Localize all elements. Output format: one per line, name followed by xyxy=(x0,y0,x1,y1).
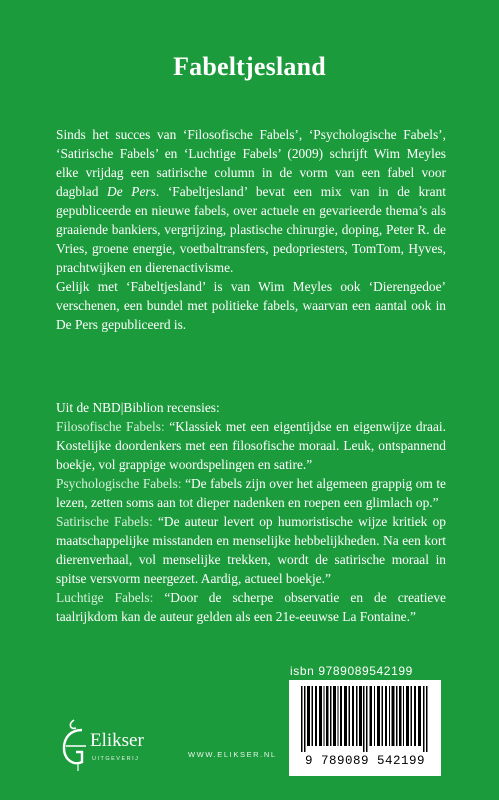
barcode-bars xyxy=(299,686,431,752)
publisher-name: Elikser xyxy=(90,730,144,751)
publisher-emblem-icon xyxy=(60,716,94,772)
isbn-label: isbn 9789089542199 xyxy=(290,664,413,678)
review-separator: : xyxy=(177,476,182,491)
publisher-website: WWW.ELIKSER.NL xyxy=(188,750,277,759)
blurb-text-a: Sinds het succes van ‘Filosofische Fabels’, ‘Psychologische Fabels’, ‘Satirische Fabels’ en ‘Luchtige Fabels’ (2009) schrijft Wim Meyles elke vrijdag een satirische column in de vorm van een fabel voor dagblad xyxy=(56,127,446,199)
newspaper-name: De Pers xyxy=(107,184,156,199)
book-title: Fabeltjesland xyxy=(173,52,326,81)
publisher-subtitle: UITGEVERIJ xyxy=(92,756,140,762)
review-title: Psychologische Fabels xyxy=(56,476,178,491)
review-item xyxy=(56,512,446,588)
barcode xyxy=(289,680,441,776)
review-item xyxy=(56,417,446,474)
reviews-section xyxy=(56,398,446,626)
review-item xyxy=(56,588,446,626)
review-title: Luchtige Fabels xyxy=(56,590,150,605)
review-quote: “De fabels zijn over het algemeen grappig om te lezen, zetten soms aan tot dieper nadenken en roepen een glimlach op.” xyxy=(56,476,447,510)
blurb-text-b: . ‘Fabeltjesland’ bevat een mix van in de krant gepubliceerde en nieuwe fabels, over actuele en gevarieerde thema’s als graaiende bankiers, vergrijzing, plastische chirurgie, doping, Peter R. de Vries, groene energie, voetbaltransfers, pedopriesters, TomTom, Hyves, prachtwijken en dierenactivisme. xyxy=(56,184,446,275)
review-quote: “De auteur levert op humoristische wijze kritiek op maatschappelijke misstanden en menselijke hebbelijkheden. Na een kort dierenverhaal, vol menselijke trekken, wordt de satirische moraal in spitse versvorm neergezet. Aardig, actueel boekje.” xyxy=(56,514,446,586)
review-quote: “Klassiek met een eigentijdse en eigenwijze draai. Kostelijke doordenkers met een filosofische moraal. Leuk, ontspannend boekje, vol grappige woordspelingen en satire.” xyxy=(56,419,446,472)
review-title: Satirische Fabels xyxy=(56,514,150,529)
review-separator: : xyxy=(149,590,154,605)
blurb xyxy=(56,125,446,334)
blurb-paragraph-1 xyxy=(56,125,446,277)
review-title: Filosofische Fabels xyxy=(56,419,161,434)
review-separator: : xyxy=(149,514,153,529)
reviews-header: Uit de NBD|Biblion recensies: xyxy=(56,400,220,415)
blurb-paragraph-2: Gelijk met ‘Fabeltjesland’ is van Wim Meyles ook ‘Dierengedoe’ verschenen, een bundel met politieke fabels, waarvan een aantal ook in De Pers gepubliceerd is. xyxy=(56,279,446,332)
review-item xyxy=(56,474,446,512)
barcode-digits: 9 789089 542199 xyxy=(304,754,426,768)
review-quote: “Door de scherpe observatie en de creatieve taalrijkdom kan de auteur gelden als een 21e-eeuwse La Fontaine.” xyxy=(56,590,447,624)
review-separator: : xyxy=(160,419,165,434)
